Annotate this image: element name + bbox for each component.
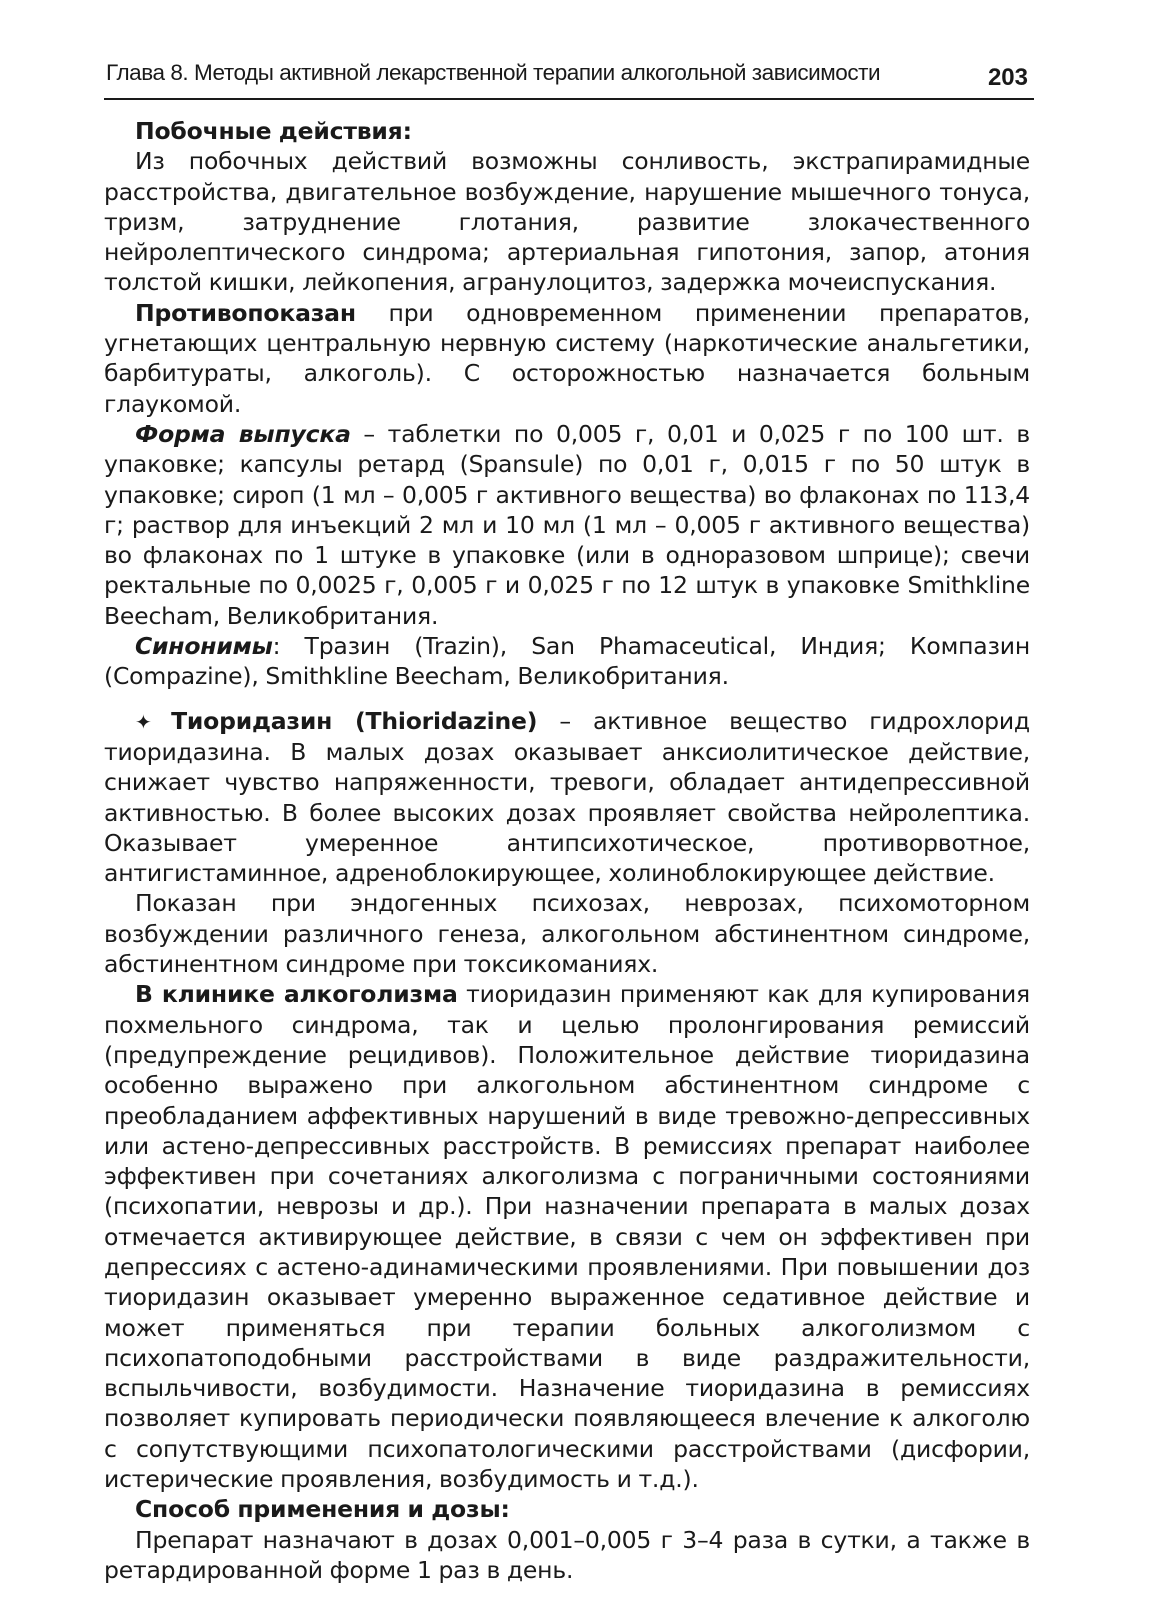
running-title: Глава 8. Методы активной лекарственной терапии алкогольной зависимости — [106, 60, 881, 85]
thioridazine-text: – активное вещество гидрохлорид тиоридазина. В малых дозах оказывает анксиолитическое действие, снижает чувство напряженности, тревоги, обладает антидепрессивной активностью. В более высоких дозах проявляет свойства нейролептика. Оказывает умеренное антипсихотическое, противорвотное, антигистаминное, адреноблокирующее, холиноблокирующее действие. — [104, 706, 1030, 888]
release-form-text: – таблетки по 0,005 г, 0,01 и 0,025 г по 100 шт. в упаковке; капсулы ретард (Spansule) по 0,01 г, 0,015 г по 50 штук в упаковке; сироп (1 мл – 0,005 г активного вещества) во флаконах по 113,4 г; раствор для инъекций 2 мл и 10 мл (1 мл – 0,005 г активного вещества) во флаконах по 1 штуке в упаковке (или в одноразовом шприце); свечи ректальные по 0,0025 г, 0,005 г и 0,025 г по 12 штук в упаковке Smithkline Beecham, Великобритания. — [104, 419, 1030, 630]
page-number: 203 — [987, 64, 1028, 91]
drug-name: Тиоридазин (Thioridazine) — [171, 706, 538, 735]
clinic-paragraph — [104, 979, 1030, 1494]
body-text — [104, 116, 1030, 1585]
contraindications-paragraph — [104, 298, 1030, 419]
side-effects-paragraph: Из побочных действий возможны сонливость, экстрапирамидные расстройства, двигательное возбуждение, нарушение мышечного тонуса, тризм, затруднение глотания, развитие злокачественного нейролептического синдрома; артериальная гипотония, запор, атония толстой кишки, лейкопения, агранулоцитоз, задержка мочеиспускания. — [104, 147, 1030, 297]
bullet-icon: ✦ — [135, 709, 152, 734]
release-form-paragraph — [104, 419, 1030, 631]
synonyms-paragraph — [104, 631, 1030, 692]
dosage-heading: Способ применения и дозы: — [135, 1495, 510, 1524]
side-effects-heading: Побочные действия: — [135, 117, 412, 145]
thioridazine-paragraph — [104, 706, 1030, 889]
contraindications-text: при одновременном применении препаратов, угнетающих центральную нервную систему (наркотические анальгетики, барбитураты, алкоголь). С осторожностью назначается больным глаукомой. — [104, 298, 1030, 418]
dosage-paragraph: Препарат назначают в дозах 0,001–0,005 г 3–4 раза в сутки, а также в ретардированной форме 1 раз в день. — [104, 1525, 1030, 1584]
clinic-lead: В клинике алкоголизма — [135, 980, 458, 1009]
synonyms-text: : Тразин (Trazin), San Phamaceutical, Индия; Компазин (Compazine), Smithkline Beecham, Великобритания. — [104, 632, 1030, 691]
running-header — [104, 58, 1034, 100]
clinic-text: тиоридазин применяют как для купирования похмельного синдрома, так и целью пролонгирования ремиссий (предупреждение рецидивов). Положительное действие тиоридазина особенно выражено при алкогольном абстинентном синдроме с преобладанием аффективных нарушений в виде тревожно-депрессивных или астено-депрессивных расстройств. В ремиссиях препарат наиболее эффективен при сочетаниях алкоголизма с пограничными состояниями (психопатии, неврозы и др.). При назначении препарата в малых дозах отмечается активирующее действие, в связи с чем он эффективен при депрессиях с астено-адинамическими проявлениями. При повышении доз тиоридазин оказывает умеренно выраженное седативное действие и может применяться при терапии больных алкоголизмом с психопатоподобными расстройствами в виде раздражительности, вспыльчивости, возбудимости. Назначение тиоридазина в ремиссиях позволяет купировать периодически появляющееся влечение к алкоголю с сопутствующими психопатологическими расстройствами (дисфории, истерические проявления, возбудимость и т.д.). — [104, 980, 1030, 1494]
release-form-lead: Форма выпуска — [135, 419, 351, 448]
indications-paragraph: Показан при эндогенных психозах, неврозах, психомоторном возбуждении различного генеза, алкогольном абстинентном синдроме, абстинентном синдроме при токсикоманиях. — [104, 889, 1030, 979]
contraindications-lead: Противопоказан — [135, 298, 356, 327]
synonyms-lead: Синонимы — [135, 632, 273, 661]
